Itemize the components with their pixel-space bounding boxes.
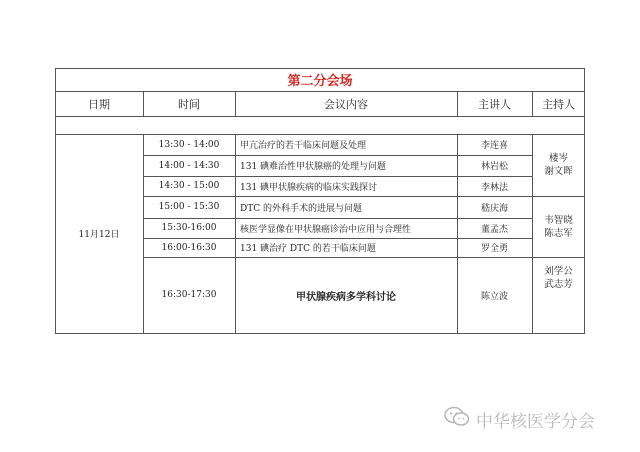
time-cell: 16:30-17:30 (161, 290, 217, 300)
time-cell: 14:30 - 15:00 (158, 181, 220, 191)
host-name: 楼岑 (548, 153, 568, 164)
host-name: 谢文晖 (544, 166, 573, 177)
speaker-cell: 陈立波 (480, 291, 508, 302)
topic-cell: 甲亢治疗的若干临床问题及处理 (240, 141, 367, 151)
speaker-cell: 董孟杰 (480, 224, 508, 235)
speaker-cell: 罗全勇 (480, 244, 508, 254)
host-cell (532, 134, 585, 196)
header-host: 主持人 (542, 97, 575, 111)
topic-cell: 甲状腺疾病多学科讨论 (296, 291, 396, 303)
topic-cell: DTC 的外科手术的进展与问题 (240, 203, 362, 214)
watermark (444, 405, 595, 433)
speaker-cell: 林岩松 (480, 162, 508, 172)
watermark-text: 中华核医学分会 (476, 411, 595, 432)
host-cell (532, 257, 585, 333)
host-cell (532, 196, 585, 257)
header-date: 日期 (88, 97, 110, 111)
host-name: 韦智晓 (544, 214, 573, 226)
session-title: 第二分会场 (287, 74, 353, 89)
host-name: 刘学公 (544, 266, 573, 277)
topic-cell: 131 碘治疗 DTC 的若干临床问题 (240, 244, 376, 254)
speaker-cell: 嵇庆海 (480, 203, 508, 214)
speaker-cell: 李林法 (480, 182, 508, 193)
time-cell: 16:00-16:30 (161, 242, 217, 253)
wechat-icon (444, 406, 470, 433)
speaker-cell: 李连喜 (480, 141, 508, 151)
topic-cell: 131 碘难治性甲状腺癌的处理与问题 (240, 162, 387, 172)
time-cell: 15:00 - 15:30 (158, 202, 220, 212)
header-speaker: 主讲人 (478, 97, 511, 111)
header-content: 会议内容 (324, 97, 368, 111)
host-name: 陈志军 (544, 227, 573, 239)
time-cell: 13:30 - 14:00 (158, 139, 220, 150)
header-time: 时间 (178, 97, 200, 111)
time-cell: 15:30-16:00 (161, 223, 217, 233)
topic-cell: 131 碘甲状腺疾病的临床实践探讨 (240, 182, 378, 193)
topic-cell: 核医学显像在甲状腺癌诊治中应用与合理性 (240, 224, 412, 235)
host-name: 武志芳 (544, 279, 573, 290)
date-cell: 11月12日 (78, 230, 120, 240)
time-cell: 14:00 - 14:30 (158, 160, 220, 171)
schedule-table (55, 68, 585, 333)
